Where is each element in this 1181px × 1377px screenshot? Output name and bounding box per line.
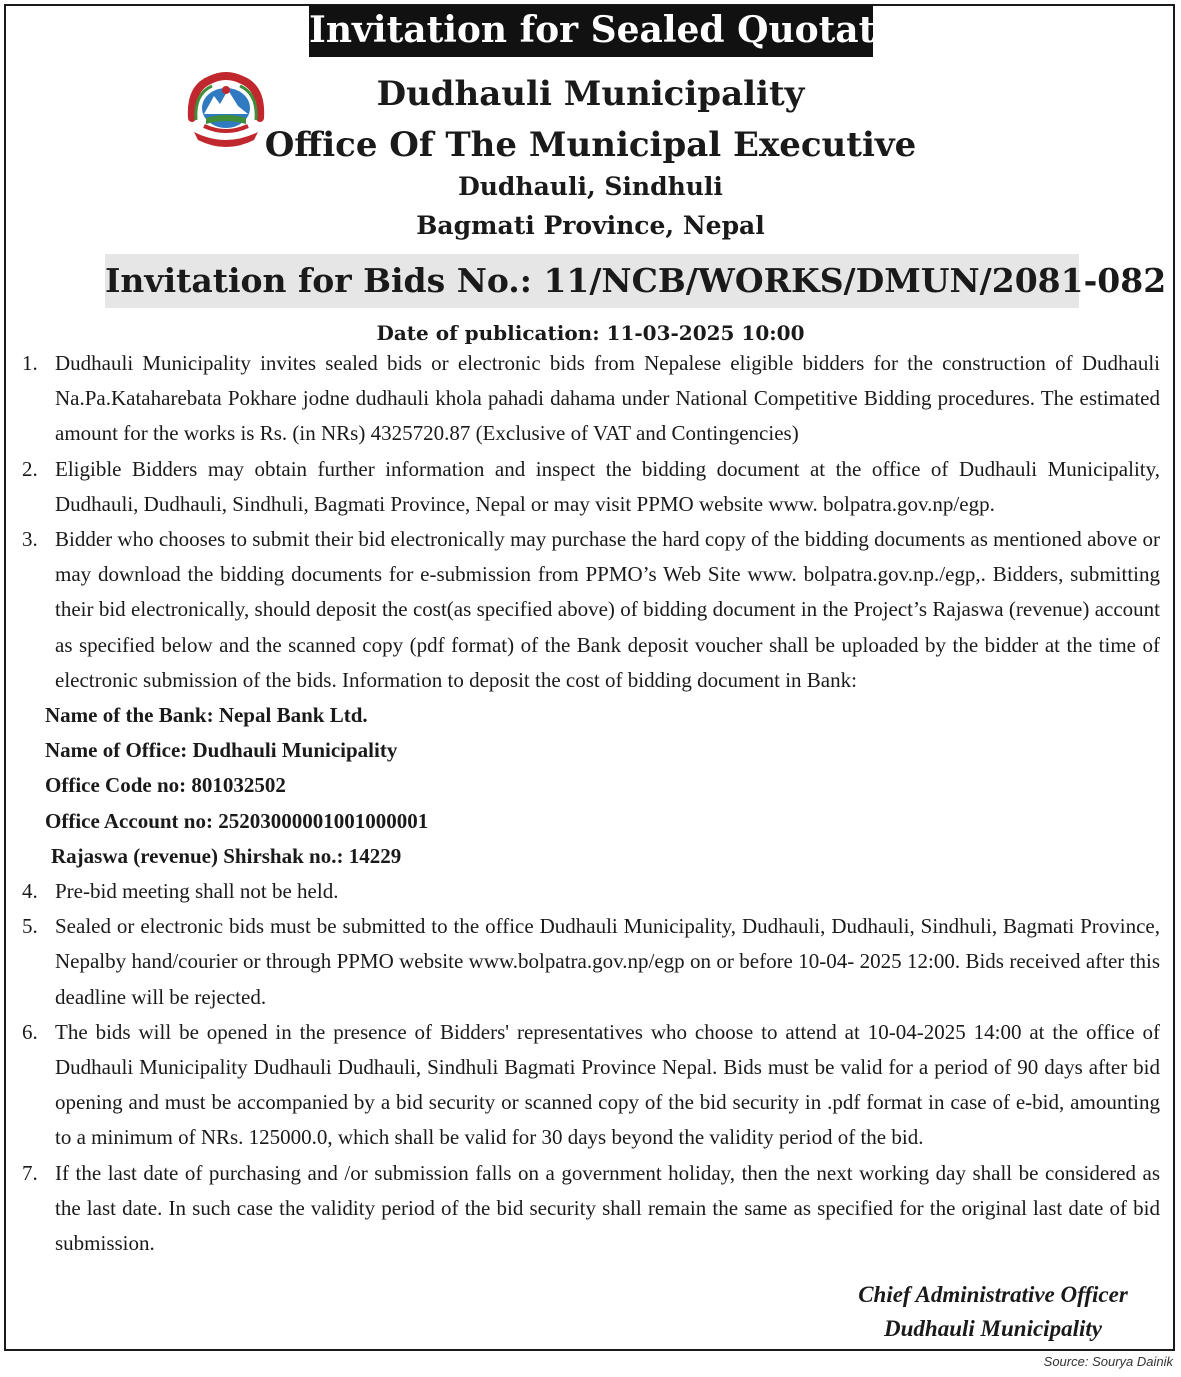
bank-name: Name of the Bank: Nepal Bank Ltd. [45, 703, 368, 728]
item-text: Pre-bid meeting shall not be held. [55, 879, 339, 904]
source-credit: Source: Sourya Dainik [1043, 1354, 1173, 1369]
item-text: Bidder who chooses to submit their bid electronically may purchase the hard copy of the bidding documents as mentioned above or may download the bidding documents for e-submission from PPMO’s Web Site www. bolpatra.gov.np./egp,. Bidders, submitting their bid electronically, should deposit the cost(as specified above) of bidding document in the Project’s Rajaswa (revenue) account as specified below and the scanned copy (pdf format) of the Bank deposit voucher shall be uploaded by the bidder at the time of electronic submission of the bids. Information to deposit the cost of bidding document in Bank: [55, 527, 1160, 692]
list-item [22, 346, 1160, 452]
list-item [22, 1015, 1160, 1156]
list-item [22, 452, 1160, 522]
item-number: 6. [22, 1019, 38, 1044]
signatory-designation: Chief Administrative Officer [858, 1282, 1128, 1307]
list-item [22, 874, 1160, 909]
ifb-number: Invitation for Bids No.: 11/NCB/WORKS/DMUN/2081-082 [105, 254, 1079, 308]
notice-body [22, 346, 1160, 1261]
item-number: 5. [22, 914, 38, 939]
bank-office-code: Office Code no: 801032502 [45, 773, 286, 798]
list-item [22, 1156, 1160, 1262]
office-name: Office Of The Municipal Executive [264, 125, 917, 165]
item-text: Dudhauli Municipality invites sealed bids or electronic bids from Nepalese eligible bidders for the construction of Dudhauli Na.Pa.Kataharebata Pokhare jodne dudhauli khola pahadi dahama under National Competitive Bidding procedures. The estimated amount for the works is Rs. (in NRs) 4325720.87 (Exclusive of VAT and Contingencies) [55, 351, 1160, 446]
item-number: 3. [22, 527, 38, 552]
item-text: The bids will be opened in the presence of Bidders' representatives who choose to attend at 10-04-2025 14:00 at the office of Dudhauli Municipality Dudhauli Dudhauli, Sindhuli Bagmati Province Nepal. Bids must be valid for a period of 90 days after bid opening and must be accompanied by a bid security or scanned copy of the bid security in .pdf format in case of e-bid, amounting to a minimum of NRs. 125000.0, which shall be valid for 30 days beyond the validity period of the bid. [55, 1019, 1160, 1150]
list-item [22, 522, 1160, 698]
item-number: 7. [22, 1160, 38, 1185]
item-number: 2. [22, 456, 38, 481]
item-text: If the last date of purchasing and /or submission falls on a government holiday, then the next working day shall be considered as the last date. In such case the validity period of the bid security shall remain the same as specified for the original last date of bid submission. [55, 1160, 1160, 1256]
item-text: Eligible Bidders may obtain further information and inspect the bidding document at the office of Dudhauli Municipality, Dudhauli, Dudhauli, Sindhuli, Bagmati Province, Nepal or may visit PPMO website www. bolpatra.gov.np/egp. [55, 456, 1160, 516]
item-number: 1. [22, 351, 38, 375]
office-location: Dudhauli, Sindhuli [458, 172, 723, 201]
office-province: Bagmati Province, Nepal [416, 211, 765, 240]
organization-name: Dudhauli Municipality [376, 74, 805, 114]
notice-title: Invitation for Sealed Quotation [309, 5, 873, 57]
bank-account-number: Office Account no: 25203000001001000001 [45, 808, 429, 833]
signatory-organization: Dudhauli Municipality [884, 1316, 1102, 1341]
publication-date: Date of publication: 11-03-2025 10:00 [376, 321, 805, 345]
revenue-head-number: Rajaswa (revenue) Shirshak no.: 14229 [51, 843, 402, 868]
list-item [22, 909, 1160, 1015]
item-text: Sealed or electronic bids must be submitted to the office Dudhauli Municipality, Dudhauli, Dudhauli, Sindhuli, Bagmati Province, Nepalby hand/courier or through PPMO website www.bolpatra.gov.np/egp on or before 10-04- 2025 12:00. Bids received after this deadline will be rejected. [55, 914, 1160, 1009]
item-number: 4. [22, 879, 38, 904]
bank-office-name: Name of Office: Dudhauli Municipality [45, 738, 398, 763]
